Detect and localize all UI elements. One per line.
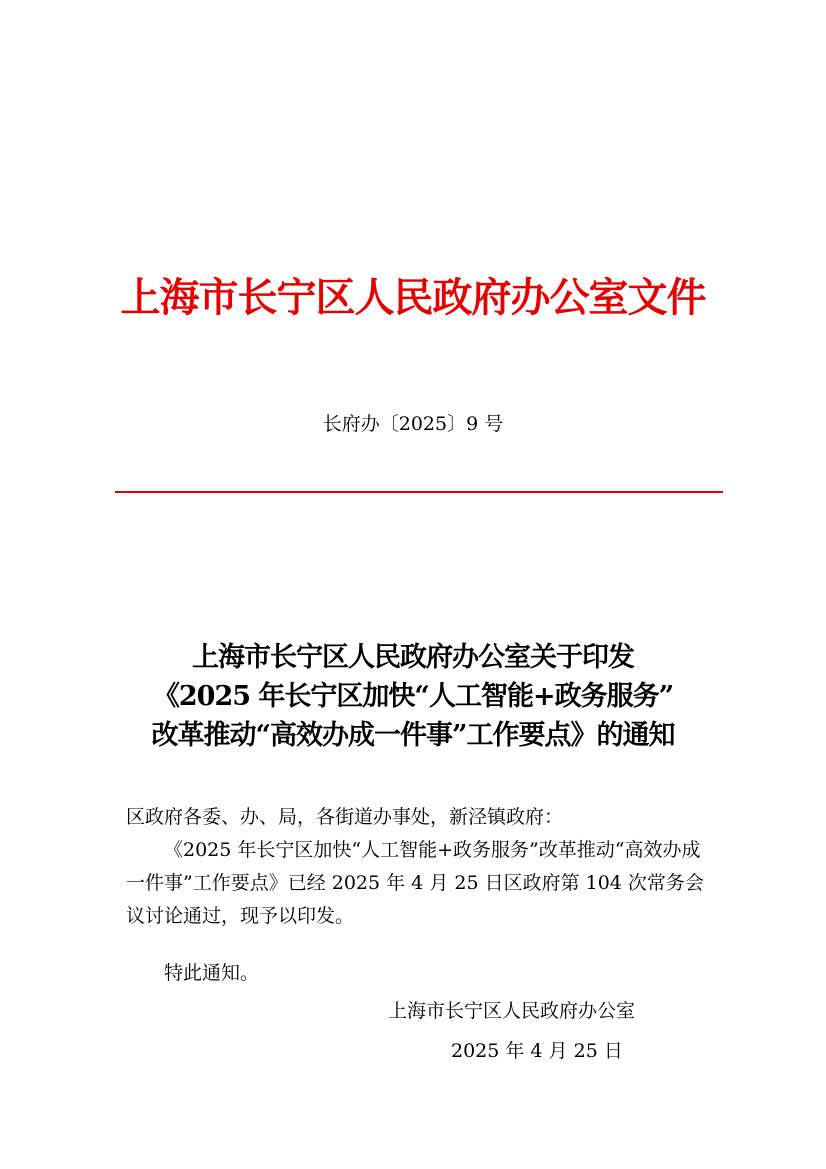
salutation: 区政府各委、办、局，各街道办事处，新泾镇政府： [126,806,564,828]
red-divider-line [115,491,723,493]
title-line-3: 改革推动“高效办成一件事”工作要点》的通知 [151,720,675,751]
issuing-office: 上海市长宁区人民政府办公室 [388,1000,636,1022]
closing-text: 特此通知。 [164,962,260,984]
title-line-1: 上海市长宁区人民政府办公室关于印发 [192,642,634,673]
document-number: 长府办〔2025〕9 号 [322,413,504,435]
issue-date: 2025 年 4 月 25 日 [451,1040,623,1062]
body-paragraph: 《2025 年长宁区加快“人工智能+政务服务”改革推动“高效办成一件事”工作要点》已经 2025 年 4 月 25 日区政府第 104 次常务会议讨论通过，现予以印发。 [126,839,704,927]
document-title [100,638,726,755]
document-masthead: 上海市长宁区人民政府办公室文件 [120,274,706,321]
title-line-2: 《2025 年长宁区加快“人工智能+政务服务” [152,681,674,712]
